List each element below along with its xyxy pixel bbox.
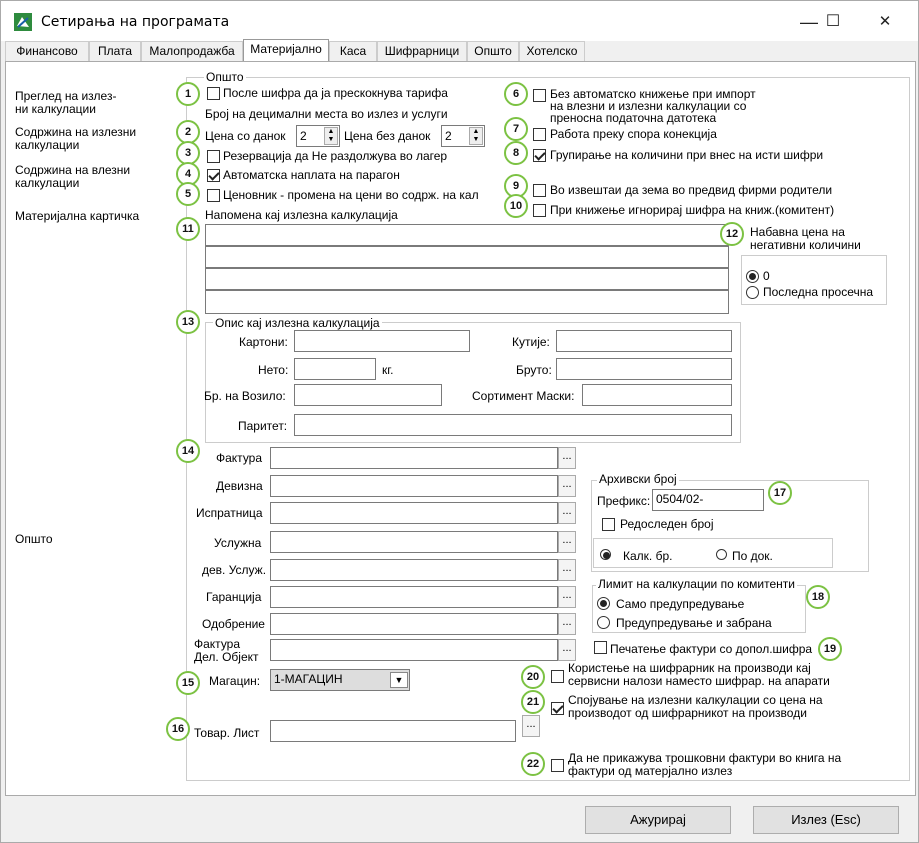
tab-bar — [5, 41, 917, 61]
badge-13: 13 — [176, 310, 200, 334]
tab-financial[interactable]: Финансово — [5, 41, 89, 61]
purchase-opt-zero-label: 0 — [763, 269, 770, 283]
note-line-2[interactable] — [205, 246, 729, 268]
warn-and-forbid-radio[interactable] — [597, 616, 610, 629]
ignore-code-label: При книжење игнорирај шифра на книж.(комитент) — [550, 203, 835, 217]
reservation-label: Резервација да Не раздолжува во лагер — [223, 149, 448, 163]
spinner-arrows-icon[interactable]: ▲ ▼ — [324, 127, 338, 145]
warn-only-label: Само предупредување — [616, 597, 745, 611]
purchase-opt-avg-label: Последна просечна — [763, 285, 874, 299]
chevron-down-icon[interactable]: ▼ — [390, 672, 408, 688]
title-bar — [1, 1, 918, 41]
sequential-checkbox[interactable] — [602, 518, 615, 531]
spinner-arrows-icon[interactable]: ▲ ▼ — [469, 127, 483, 145]
dispatch-browse-button[interactable]: ... — [558, 502, 576, 524]
by-doc-radio[interactable] — [716, 549, 727, 560]
prefix-input[interactable] — [652, 489, 764, 511]
tab-general[interactable]: Општо — [467, 41, 519, 61]
boxes-label: Картони: — [239, 335, 288, 349]
approval-input[interactable] — [270, 613, 558, 635]
nav-input-calc-content[interactable]: Содржина на влезни калкулации — [15, 163, 131, 190]
badge-18: 18 — [806, 585, 830, 609]
app-icon — [13, 12, 33, 32]
nav-general[interactable]: Општо — [15, 532, 53, 546]
badge-2: 2 — [176, 120, 200, 144]
limit-title: Лимит на калкулации по комитенти — [598, 577, 795, 591]
merge-label: Спојување на излезни калкулации со цена на производот од шифрарникот на производи — [568, 693, 823, 720]
vehicle-input[interactable] — [294, 384, 442, 406]
nav-material-card[interactable]: Материјална картичка — [15, 209, 140, 223]
services-label: Услужна — [214, 536, 262, 550]
badge-20: 20 — [521, 665, 545, 689]
auto-payment-checkbox[interactable] — [207, 169, 220, 182]
approval-browse-button[interactable]: ... — [558, 613, 576, 635]
badge-4: 4 — [176, 162, 200, 186]
sequential-label: Редоследен број — [620, 517, 714, 531]
warranty-browse-button[interactable]: ... — [558, 586, 576, 608]
badge-16: 16 — [166, 717, 190, 741]
services-browse-button[interactable]: ... — [558, 531, 576, 553]
kg-label: кг. — [382, 363, 394, 377]
badge-21: 21 — [521, 690, 545, 714]
tab-cash[interactable]: Каса — [329, 41, 377, 61]
no-auto-post-checkbox[interactable] — [533, 89, 546, 102]
print-invoices-label: Печатење фактури со допол.шифра — [610, 642, 813, 656]
tab-hotel[interactable]: Хотелско — [519, 41, 585, 61]
use-codes-checkbox[interactable] — [551, 670, 564, 683]
purchase-price-title: Набавна цена на негативни количини — [750, 225, 861, 252]
invoice-obj-input[interactable] — [270, 639, 558, 661]
parent-firms-checkbox[interactable] — [533, 184, 546, 197]
price-without-tax-label: Цена без данок — [344, 129, 431, 143]
services-input[interactable] — [270, 531, 558, 553]
update-button[interactable]: Ажурирај — [585, 806, 731, 834]
price-list-label: Ценовник - промена на цени во содрж. на кал — [223, 188, 479, 202]
dispatch-label: Испратница — [196, 506, 263, 520]
crates-input[interactable] — [556, 330, 732, 352]
general-group-title: Општо — [206, 70, 244, 84]
foreign-label: Девизна — [216, 479, 263, 493]
use-codes-label: Користење на шифрарник на производи кај сервисни налози наместо шифрар. на апарати — [568, 661, 830, 688]
bottom-bar — [1, 796, 918, 842]
minimize-button[interactable]: — — [800, 12, 818, 32]
purchase-opt-zero-radio[interactable] — [746, 270, 759, 283]
group-qty-checkbox[interactable] — [533, 149, 546, 162]
note-line-4[interactable] — [205, 290, 729, 314]
maximize-button[interactable]: ☐ — [825, 13, 841, 30]
price-with-tax-spinner[interactable] — [296, 125, 340, 147]
tab-material[interactable]: Материјално — [243, 39, 329, 61]
group-qty-label: Групирање на количини при внес на исти шифри — [550, 148, 824, 162]
skip-tariff-label: После шифра да ја прескокнува тарифа — [223, 86, 448, 100]
foreign-services-input[interactable] — [270, 559, 558, 581]
masks-input[interactable] — [582, 384, 732, 406]
gross-input[interactable] — [556, 358, 732, 380]
badge-11: 11 — [176, 217, 200, 241]
crates-label: Кутије: — [512, 335, 550, 349]
warehouse-select[interactable] — [270, 669, 410, 691]
parity-label: Паритет: — [238, 419, 288, 433]
purchase-opt-avg-radio[interactable] — [746, 286, 759, 299]
badge-22: 22 — [521, 752, 545, 776]
cargo-label: Товар. Лист — [194, 726, 260, 740]
masks-label: Сортимент Маски: — [472, 389, 575, 403]
invoice-browse-button[interactable]: ... — [558, 447, 576, 469]
cargo-browse-button[interactable]: ... — [522, 715, 540, 737]
invoice-obj-browse-button[interactable]: ... — [558, 639, 576, 661]
slow-conn-label: Работа преку спора конекција — [550, 127, 717, 141]
invoice-label: Фактура — [216, 451, 263, 465]
gross-label: Бруто: — [516, 363, 552, 377]
warehouse-label: Магацин: — [209, 674, 261, 688]
print-invoices-checkbox[interactable] — [594, 641, 607, 654]
foreign-services-label: дев. Услуж. — [202, 563, 267, 577]
approval-label: Одобрение — [202, 617, 265, 631]
calc-no-radio[interactable] — [600, 549, 611, 560]
prefix-value: 0504/02- — [656, 492, 704, 506]
ignore-code-checkbox[interactable] — [533, 204, 546, 217]
warranty-input[interactable] — [270, 586, 558, 608]
prefix-label: Префикс: — [597, 494, 651, 508]
foreign-input[interactable] — [270, 475, 558, 497]
window-title: Сетирања на програмата — [41, 14, 230, 30]
skip-tariff-checkbox[interactable] — [207, 87, 220, 100]
exit-button[interactable]: Излез (Esc) — [753, 806, 899, 834]
no-show-checkbox[interactable] — [551, 759, 564, 772]
price-list-checkbox[interactable] — [207, 189, 220, 202]
boxes-input[interactable] — [294, 330, 470, 352]
description-title: Опис кај излезна калкулација — [215, 316, 380, 330]
badge-12: 12 — [720, 222, 744, 246]
price-without-tax-value: 2 — [445, 129, 452, 143]
reservation-checkbox[interactable] — [207, 150, 220, 163]
auto-payment-label: Автоматска наплата на парагон — [223, 168, 400, 182]
badge-6: 6 — [504, 82, 528, 106]
note-title: Напомена кај излезна калкулација — [205, 208, 398, 222]
nav-output-calc-review[interactable]: Преглед на излез- ни калкулации — [15, 89, 117, 116]
badge-19: 19 — [818, 637, 842, 661]
foreign-browse-button[interactable]: ... — [558, 475, 576, 497]
dispatch-input[interactable] — [270, 502, 558, 524]
archive-title: Архивски број — [599, 472, 677, 486]
tab-salary[interactable]: Плата — [89, 41, 141, 61]
warehouse-value: 1-МАГАЦИН — [274, 672, 343, 686]
price-with-tax-label: Цена со данок — [205, 129, 286, 143]
badge-8: 8 — [504, 141, 528, 165]
badge-5: 5 — [176, 182, 200, 206]
material-settings-page — [5, 61, 916, 796]
price-without-tax-spinner[interactable] — [441, 125, 485, 147]
net-label: Нето: — [258, 363, 289, 377]
note-line-1[interactable] — [205, 224, 729, 246]
warn-and-forbid-label: Предупредување и забрана — [616, 616, 772, 630]
decimals-title: Број на децимални места во излез и услуги — [205, 107, 448, 121]
badge-3: 3 — [176, 141, 200, 165]
badge-9: 9 — [504, 174, 528, 198]
nav-output-calc-content[interactable]: Содржина на излезни калкулации — [15, 125, 137, 152]
foreign-services-browse-button[interactable]: ... — [558, 559, 576, 581]
warranty-label: Гаранција — [206, 590, 262, 604]
no-auto-post-label: Без автоматско книжење при импорт на влезни и излезни калкулации со преносна податочна датотека — [550, 87, 756, 125]
badge-17: 17 — [768, 481, 792, 505]
badge-15: 15 — [176, 671, 200, 695]
badge-10: 10 — [504, 194, 528, 218]
invoice-obj-label: Фактура Дел. Објект — [194, 637, 259, 664]
invoice-input[interactable] — [270, 447, 558, 469]
merge-checkbox[interactable] — [551, 702, 564, 715]
cargo-input[interactable] — [270, 720, 516, 742]
by-doc-label: По док. — [732, 549, 773, 563]
tab-codebooks[interactable]: Шифрарници — [377, 41, 467, 61]
close-button[interactable]: ✕ — [878, 13, 892, 30]
parent-firms-label: Во извештаи да зема во предвид фирми родители — [550, 183, 833, 197]
vehicle-label: Бр. на Возило: — [204, 389, 286, 403]
badge-1: 1 — [176, 82, 200, 106]
calc-no-label: Калк. бр. — [623, 549, 673, 563]
parity-input[interactable] — [294, 414, 732, 436]
no-show-label: Да не прикажува трошковни фактури во книга на фактури од матерјално излез — [568, 751, 842, 778]
badge-7: 7 — [504, 117, 528, 141]
price-with-tax-value: 2 — [300, 129, 307, 143]
badge-14: 14 — [176, 439, 200, 463]
tab-retail[interactable]: Малопродажба — [141, 41, 243, 61]
net-input[interactable] — [294, 358, 376, 380]
warn-only-radio[interactable] — [597, 597, 610, 610]
slow-conn-checkbox[interactable] — [533, 128, 546, 141]
note-line-3[interactable] — [205, 268, 729, 290]
